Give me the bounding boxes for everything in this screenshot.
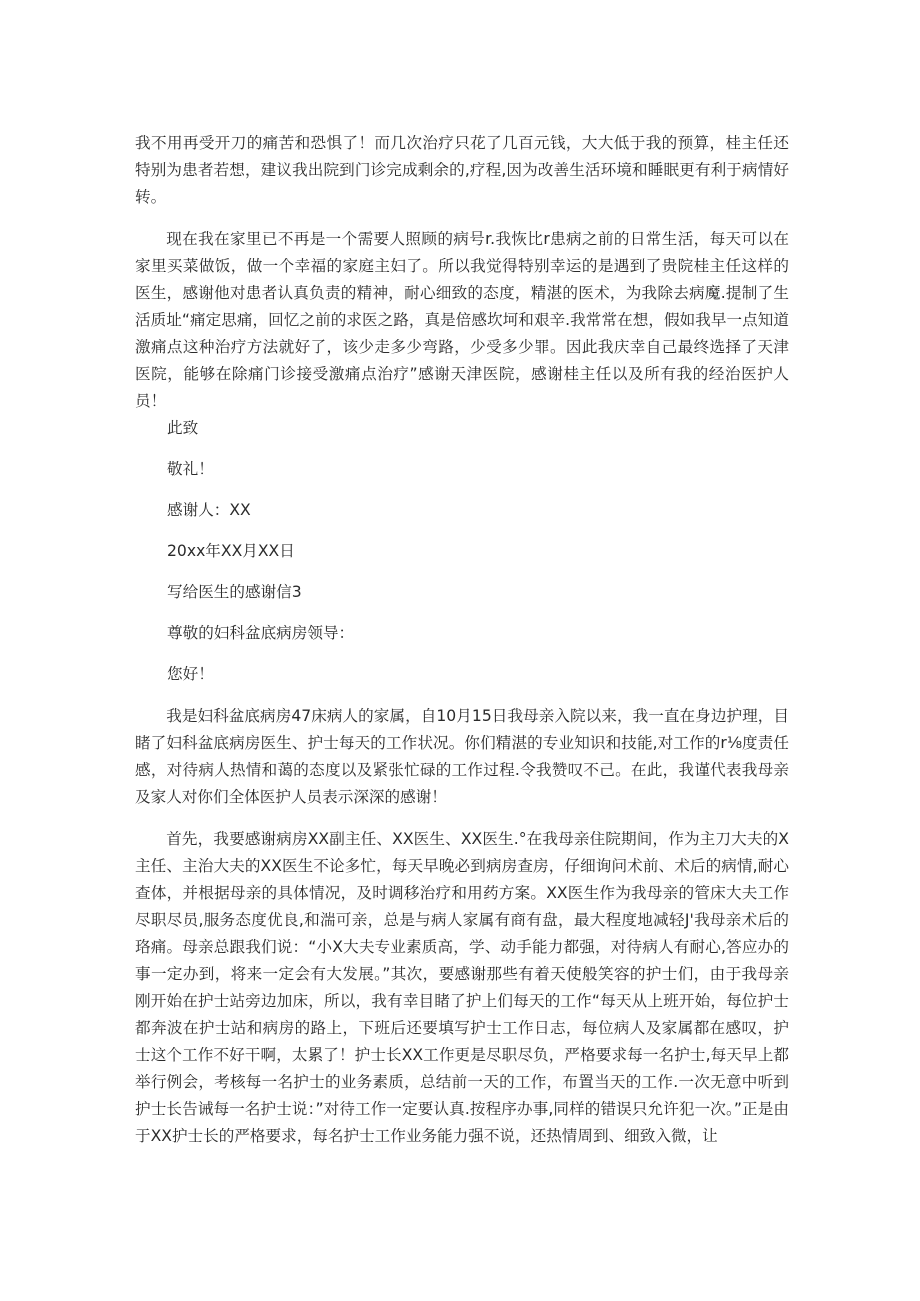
paragraph-introduction: 我是妇科盆底病房47床病人的家属，自10月15日我母亲入院以来，我一直在身边护理，目睹了妇科盆底病房医生、护士每天的工作状况。你们精湛的专业知识和技能,对工作的r⅛度责任感，对待病人热情和蔼的态度以及紧张忙碌的工作过程.令我赞叹不己。在此，我谨代表我母亲及家人对你们全体医护人员表示深深的感谢！ [135,707,789,806]
date-line: 20xx年XX月XX日 [167,542,295,560]
signature-line: 感谢人：XX [167,501,251,519]
paragraph-recovery: 现在我在家里已不再是一个需要人照顾的病号r.我恢比r患病之前的日常生活，每天可以在家里买菜做饭，做一个幸福的家庭主妇了。所以我觉得特别幸运的是遇到了贵院桂主任这样的医生，感谢他对患者认真负责的精神，耐心细致的态度，精湛的医术，为我除去病魔.提制了生活质址“痛定思痛，回忆之前的求医之路，真是倍感坎坷和艰辛.我常常在想，假如我早一点知道激痛点这种治疗方法就好了，该少走多少弯路，少受多少罪。因此我庆幸自己最终选择了天津医院，能够在除痛门诊接受激痛点治疗”感谢天津医院，感谢桂主任以及所有我的经治医护人员！ [135,230,789,410]
paragraph-continued: 我不用再受开刀的痛苦和恐惧了！而几次治疗只花了几百元钱，大大低于我的预算，桂主任还特别为患者若想，建议我出院到门诊完成剩余的,疗程,因为改善生活环境和睡眠更有利于病情好转。 [135,134,789,206]
closing-salutation: 此致 [167,419,199,437]
letter-greeting: 尊敬的妇科盆底病房领导： [167,624,355,642]
letter-hello: 您好！ [167,665,214,683]
letter-title: 写给医生的感谢信3 [167,583,302,601]
closing-regards: 敬礼！ [167,460,214,478]
paragraph-thanks-staff: 首先，我要感谢病房XX副主任、XX医生、XX医生.°在我母亲住院期间，作为主刀大夫的X主任、主治大夫的XX医生不论多忙，每天早晚必到病房查房，仔细询问术前、术后的病情,耐心查体，并根据母亲的具体情况，及时调移治疗和用药方案。XX医生作为我母亲的管床大夫工作尽职尽员,服务态度优良,和湍可亲，总是与病人家属有商有盘，最大程度地减轻J'我母亲术后的珞痛。母亲总跟我们说：“小X大夫专业素质高，学、动手能力都强，对待病人有耐心,答应办的事一定办到，将来一定会有大发展。”其次，要感谢那些有着天使般笑容的护士们，由于我母亲刚开始在护士站旁边加床，所以，我有幸目睹了护上们每天的工作“每天从上班开始，每位护士都奔波在护士站和病房的路上，下班后还要填写护士工作日志，每位病人及家属都在感叹，护士这个工作不好干啊，太累了！护士长XX工作更是尽职尽负，严格要求每一名护士,每天早上都举行例会，考核每一名护士的业务素质，总结前一天的工作，布置当天的工作.一次无意中听到护士长告诫每一名护士说：”对待工作一定要认真.按程序办事,同样的错误只允许犯一次。”正是由于XX护士长的严格要求，每名护士工作业务能力强不说，还热情周到、细致入微，让 [135,830,789,1145]
document-body [135,130,789,1150]
